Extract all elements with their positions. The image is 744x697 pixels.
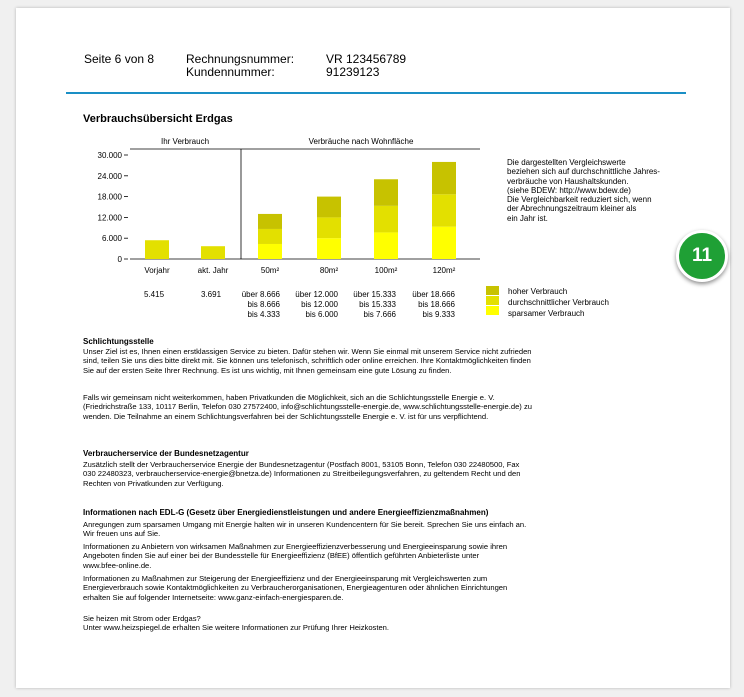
y-tick-label: 30.000 (97, 151, 122, 160)
bar-segment-hoch (317, 197, 341, 218)
schlichtung-paragraph-2: Falls wir gemeinsam nicht weiterkommen, haben Privatkunden die Möglichkeit, sich an die Schlichtungsstelle Energie e. V. (Friedrichstraße 133, 10117 Berlin, Telefon 030 27572400, info@schlichtungsstelle-energie.de, www.schlichtungsstelle-energie.de) zu wenden. Die Teilnahme an einem Schlichtungsverfahren bei der Schlichtungsstelle Energie e. V. ist für uns verpflichtend. (83, 393, 532, 421)
bar-segment-sparsam (432, 227, 456, 259)
x-tick-label: akt. Jahr (197, 266, 229, 275)
bar-segment-durchschnittlich (317, 217, 341, 238)
schlichtung-paragraph-1: Unser Ziel ist es, Ihnen einen erstklassigen Service zu bieten. Dafür stehen wir. Wenn Sie einmal mit unserem Service nicht zufrieden sind, teilen Sie uns dies bitte direkt mit. Sie können uns telefonisch, schriftlich oder online erreichen. Ihre Kontaktmöglichkeiten finden Sie auf der ersten Seite Ihrer Rechnung. Es ist uns wichtig, mit Ihnen gemeinsam eine gute Lösung zu finden. (83, 347, 532, 375)
range-label: bis 15.333 (359, 300, 396, 309)
range-label: über 15.333 (353, 290, 396, 299)
legend-label-hoch: hoher Verbrauch (508, 287, 568, 296)
legend-label-durchschnittlich: durchschnittlicher Verbrauch (508, 298, 609, 307)
verbraucherservice-paragraph: Zusätzlich stellt der Verbraucherservice Energie der Bundesnetzagentur (Postfach 8001, 53105 Bonn, Telefon 030 22480500, Fax 030 22480323, verbraucherservice-energie@bnetza.de) Informationen zu Streitbeilegungsverfahren, zu geltendem Recht und den Rechten von Privatkunden zur Verfügung. (83, 460, 521, 488)
bar-segment-durchschnittlich (432, 194, 456, 226)
range-label: bis 6.000 (305, 310, 338, 319)
page-number-badge: 11 (676, 230, 728, 282)
edlg-paragraph-2: Informationen zu Anbietern von wirksamen Maßnahmen zur Energieeffizienzverbesserung und Energieeinsparung sowie ihren Angeboten finden Sie auf einer bei der Bundesstelle für Energieeffizienz (BfEE) öffentlich geführten Anbieterliste unter www.bfee-online.de. (83, 542, 508, 570)
bar-segment-sparsam (317, 238, 341, 259)
header-divider (66, 92, 686, 94)
edlg-paragraph-3: Informationen zu Maßnahmen zur Steigerung der Energieeffizienz und der Energieeinsparung mit Vergleichswerten zum Energieverbrauch sowie Kontaktmöglichkeiten zu Verbraucherorganisationen, Energieagenturen oder ähnlichen Einrichtungen erhalten Sie auf folgender Internetseite: www.ganz-einfach-energiesparen.de. (83, 574, 508, 602)
chart-note: Die dargestellten Vergleichswerte beziehen sich auf durchschnittliche Jahres- verbräuche von Haushaltskunden. (siehe BDEW: http://www.bdew.de) Die Vergleichbarkeit reduziert sich, wenn der Abrechnungszeitraum kleiner als ein Jahr ist. (507, 158, 660, 223)
bar-segment-hoch (432, 162, 456, 194)
x-tick-label: Vorjahr (144, 266, 170, 275)
invoice-number-value: VR 123456789 (326, 52, 407, 66)
customer-number-label: Kundennummer: (186, 65, 275, 79)
value-label-akt-jahr: 3.691 (201, 290, 222, 299)
range-label: bis 8.666 (247, 300, 280, 309)
section-title: Verbrauchsübersicht Erdgas (83, 113, 233, 125)
y-tick-label: 0 (117, 255, 122, 264)
legend-swatch-hoch (486, 286, 499, 295)
value-label-vorjahr: 5.415 (144, 290, 165, 299)
bar-akt-jahr (201, 246, 225, 259)
bar-vorjahr (145, 240, 169, 259)
range-label: bis 7.666 (363, 310, 396, 319)
y-tick-label: 6.000 (101, 234, 122, 244)
bar-segment-durchschnittlich (374, 206, 398, 233)
schlichtung-heading: Schlichtungsstelle (83, 337, 154, 346)
bar-segment-durchschnittlich (258, 229, 282, 244)
x-tick-label: 120m² (432, 266, 456, 275)
page-indicator: Seite 6 von 8 (84, 52, 155, 66)
y-tick-label: 24.000 (97, 171, 122, 181)
heizspiegel-paragraph: Sie heizen mit Strom oder Erdgas? Unter www.heizspiegel.de erhalten Sie weitere Informationen zur Prüfung Ihrer Heizkosten. (83, 614, 390, 633)
legend-swatch-sparsam (486, 306, 499, 315)
range-label: bis 9.333 (422, 310, 455, 319)
group-label-comparison: Verbräuche nach Wohnfläche (308, 137, 414, 146)
legend-label-sparsam: sparsamer Verbrauch (508, 309, 585, 318)
bar-segment-hoch (258, 214, 282, 229)
range-label: bis 4.333 (247, 310, 280, 319)
x-tick-label: 50m² (260, 266, 280, 275)
verbraucherservice-heading: Verbraucherservice der Bundesnetzagentur (83, 449, 249, 458)
range-label: bis 12.000 (301, 300, 338, 309)
consumption-chart (80, 130, 490, 280)
bar-segment-sparsam (258, 244, 282, 259)
x-tick-label: 80m² (319, 266, 339, 275)
range-label: über 18.666 (412, 290, 455, 299)
customer-number-value: 91239123 (326, 65, 380, 79)
range-label: über 8.666 (241, 290, 280, 299)
x-tick-label: 100m² (374, 266, 398, 275)
legend-swatch-durchschnittlich (486, 296, 499, 305)
group-label-own: Ihr Verbrauch (160, 137, 210, 146)
invoice-number-label: Rechnungsnummer: (186, 52, 295, 66)
edlg-heading: Informationen nach EDL-G (Gesetz über Energiedienstleistungen und andere Energieeffizienzmaßnahmen) (83, 508, 489, 517)
range-label: bis 18.666 (418, 300, 455, 309)
y-tick-label: 18.000 (97, 192, 122, 202)
edlg-paragraph-1: Anregungen zum sparsamen Umgang mit Energie halten wir in unseren Kundencentern für Sie bereit. Sprechen Sie uns einfach an. Wir freuen uns auf Sie. (83, 520, 527, 539)
range-label: über 12.000 (295, 290, 338, 299)
bar-segment-sparsam (374, 232, 398, 259)
y-tick-label: 12.000 (97, 213, 122, 223)
bar-segment-hoch (374, 179, 398, 206)
